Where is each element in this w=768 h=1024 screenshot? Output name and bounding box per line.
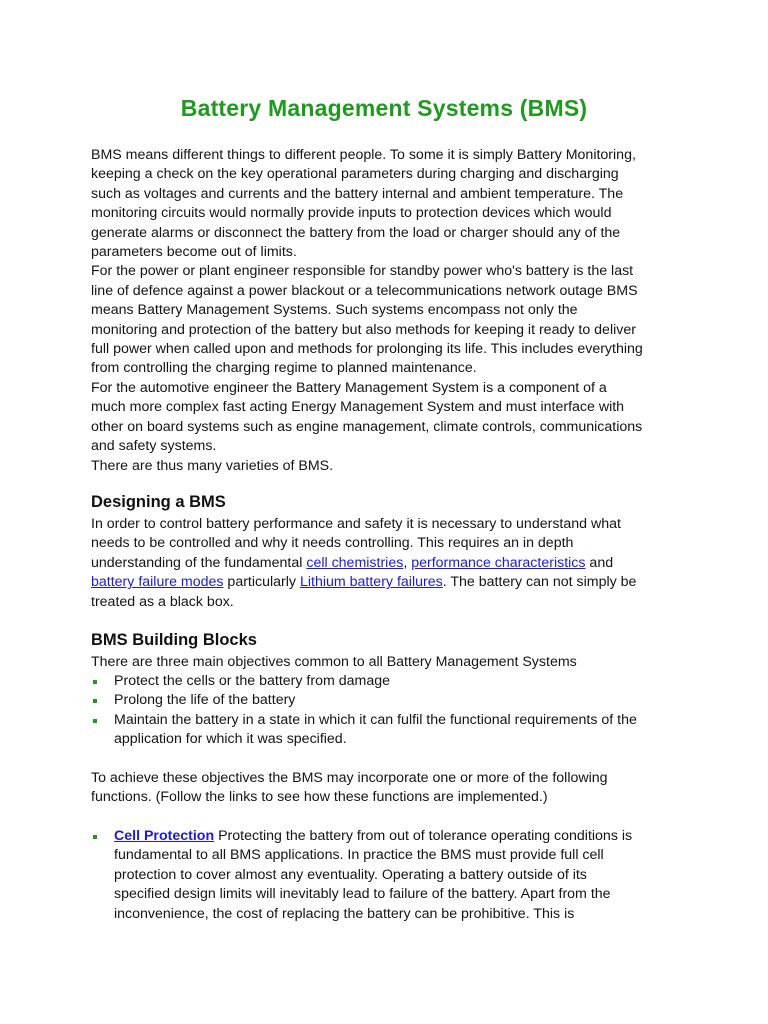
intro-p4-line: There are thus many varieties of BMS. [91, 457, 334, 474]
cell-protection-link[interactable]: Cell Protection [114, 828, 215, 844]
battery-failure-modes-link[interactable]: battery failure modes [91, 574, 224, 591]
intro-p2-line: full power when called upon and methods for prolonging its life. This includes everything [91, 341, 643, 358]
designing-heading: Designing a BMS [91, 493, 226, 511]
green-square-bullet-icon [93, 680, 97, 684]
list-item [91, 691, 637, 710]
intro-p2-line: line of defence against a power blackout or a telecommunications network outage BMS [91, 282, 638, 299]
objective-text: Protect the cells or the battery from damage [114, 673, 390, 689]
objective-text: Prolong the life of the battery [114, 692, 296, 709]
intro-p1-line: generate alarms or disconnect the battery from the load or charger should any of the [91, 224, 621, 241]
intro-p1-line: monitoring circuits would normally provide inputs to protection devices which would [91, 205, 612, 222]
objective-text: Maintain the battery in a state in which it can fulfil the functional requirements of the [114, 711, 637, 728]
performance-characteristics-link[interactable]: performance characteristics [411, 554, 586, 571]
intro-p3-line: much more complex fast acting Energy Management System and must interface with [91, 399, 625, 416]
green-square-bullet-icon [93, 719, 97, 723]
designing-line: treated as a black box. [91, 593, 234, 610]
list-item-continuation [91, 730, 637, 749]
intro-p2-line: means Battery Management Systems. Such systems encompass not only the [91, 302, 578, 319]
intro-p1-line: keeping a check on the key operational parameters during charging and discharging [91, 166, 619, 183]
list-item [91, 827, 632, 924]
intro-p3-line: and safety systems. [91, 438, 217, 455]
designing-text-fragment: and [585, 554, 614, 571]
cell-protection-line: fundamental to all BMS applications. In practice the BMS must provide full cell [114, 847, 604, 864]
functions-list [91, 827, 632, 924]
designing-text-fragment: particularly [223, 574, 300, 591]
cell-protection-line: specified design limits will inevitably lead to failure of the battery. Apart from the [114, 886, 611, 903]
green-square-bullet-icon [93, 699, 97, 703]
intro-p1-line: parameters become out of limits. [91, 244, 297, 261]
intro-p3-line: For the automotive engineer the Battery Management System is a component of a [91, 379, 607, 396]
designing-text [91, 515, 691, 612]
building-blocks-heading: BMS Building Blocks [91, 631, 257, 649]
objectives-list [91, 672, 637, 750]
functions-intro-line: functions. (Follow the links to see how these functions are implemented.) [91, 789, 548, 806]
objective-text: application for which it was specified. [114, 731, 347, 748]
lithium-battery-failures-link[interactable]: Lithium battery failures [299, 574, 443, 591]
intro-text [91, 146, 691, 476]
functions-intro [91, 769, 691, 808]
intro-p1-line: BMS means different things to different people. To some it is simply Battery Monitoring, [91, 147, 636, 163]
building-blocks-intro [91, 653, 691, 672]
cell-protection-line: inconvenience, the cost of replacing the battery can be prohibitive. This is [114, 905, 575, 922]
designing-text-fragment: , [403, 554, 412, 571]
designing-line [91, 573, 691, 592]
building-blocks-intro-line: There are three main objectives common to all Battery Management Systems [91, 654, 577, 670]
cell-protection-line [114, 827, 632, 846]
intro-p3-line: other on board systems such as engine management, climate controls, communications [91, 418, 643, 435]
cell-protection-line: protection to cover almost any eventuality. Operating a battery outside of its [114, 866, 587, 883]
cell-protection-text: Protecting the battery from out of tolerance operating conditions is [214, 828, 633, 844]
green-square-bullet-icon [93, 835, 97, 839]
designing-text-fragment: understanding of the fundamental [91, 554, 307, 571]
intro-p2-line: monitoring and protection of the battery but also methods for keeping it ready to deliver [91, 321, 636, 338]
intro-p2-line: For the power or plant engineer responsible for standby power who's battery is the last [91, 263, 634, 280]
designing-line [91, 554, 691, 573]
designing-line: In order to control battery performance and safety it is necessary to understand what [91, 516, 621, 532]
designing-text-fragment: . The battery can not simply be [442, 574, 637, 591]
designing-line: needs to be controlled and why it needs controlling. This requires an in depth [91, 535, 574, 552]
cell-chemistries-link[interactable]: cell chemistries [306, 554, 404, 571]
page-title: Battery Management Systems (BMS) [180, 95, 588, 121]
list-item [91, 711, 637, 730]
list-item [91, 672, 637, 691]
intro-p1-line: such as voltages and currents and the battery internal and ambient temperature. The [91, 185, 624, 202]
functions-intro-line: To achieve these objectives the BMS may incorporate one or more of the following [91, 770, 608, 786]
intro-p2-line: from controlling the charging regime to planned maintenance. [91, 360, 477, 377]
